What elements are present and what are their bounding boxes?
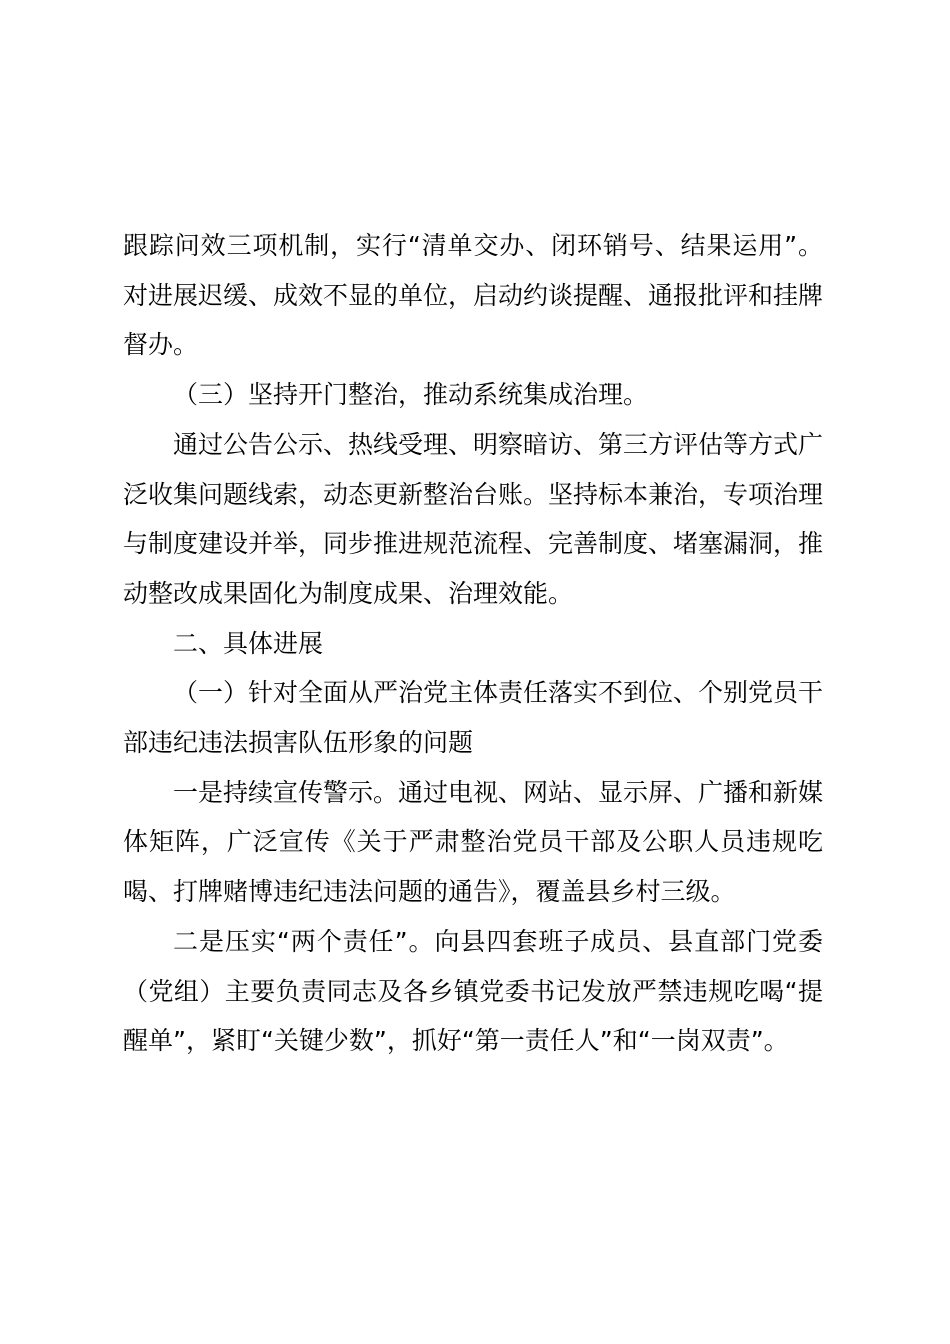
section-heading-progress: 二、具体进展 (173, 628, 324, 658)
paragraph-warning-publicity: 一是持续宣传警示。通过电视、网站、显示屏、广播和新媒体矩阵，广泛宣传《关于严肃整治党员干部及公职人员违规吃喝、打牌赌博违纪违法问题的通告》，覆盖县乡村三级。 (123, 777, 824, 907)
paragraph-open-governance: 通过公告公示、热线受理、明察暗访、第三方评估等方式广泛收集问题线索，动态更新整治台账。坚持标本兼治，专项治理与制度建设并举，同步推进规范流程、完善制度、堵塞漏洞，推动整改成果固化为制度成果、治理效能。 (123, 429, 824, 608)
subheading-one: （一）针对全面从严治党主体责任落实不到位、个别党员干部违纪违法损害队伍形象的问题 (123, 678, 824, 758)
subheading-three: （三）坚持开门整治，推动系统集成治理。 (173, 380, 649, 410)
paragraph-continuation: 跟踪问效三项机制，实行“清单交办、闭环销号、结果运用”。对进展迟缓、成效不显的单位，启动约谈提醒、通报批评和挂牌督办。 (123, 231, 824, 360)
document-body (123, 221, 823, 1066)
paragraph-two-responsibilities: 二是压实“两个责任”。向县四套班子成员、县直部门党委（党组）主要负责同志及各乡镇党委书记发放严禁违规吃喝“提醒单”，紧盯“关键少数”，抓好“第一责任人”和“一岗双责”。 (123, 926, 823, 1056)
